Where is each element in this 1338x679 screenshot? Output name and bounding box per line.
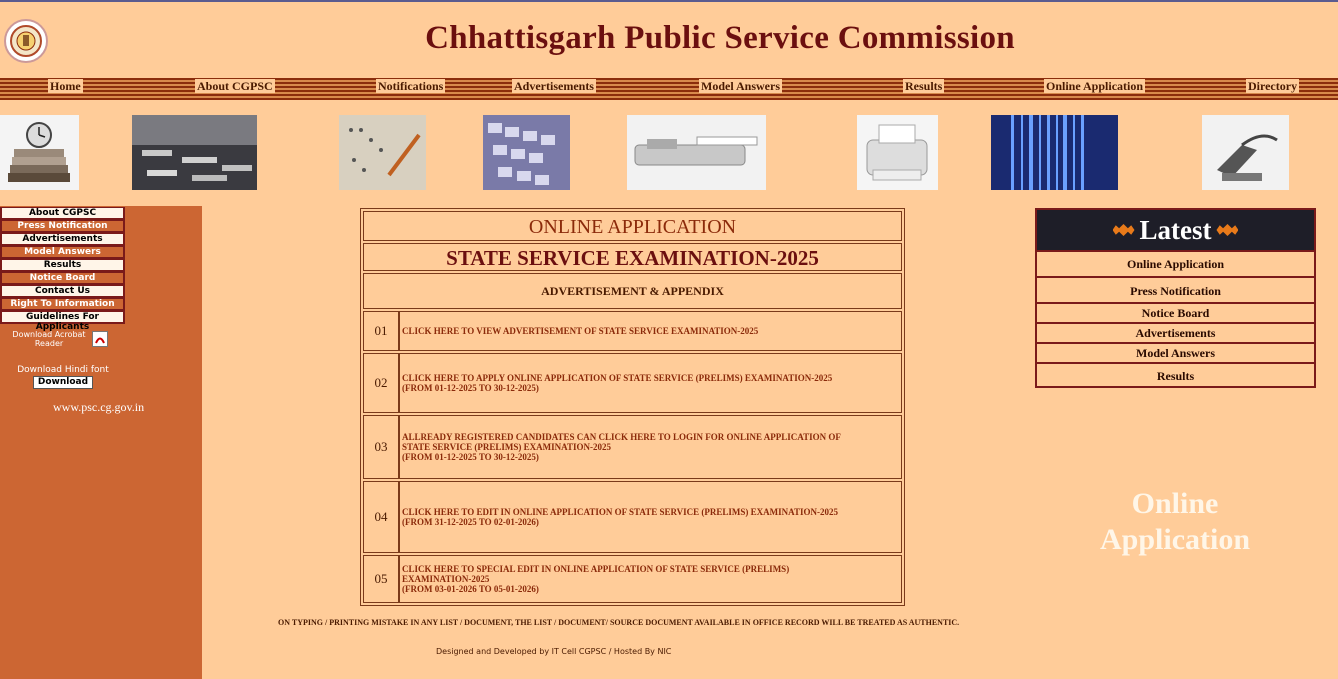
nav-about-cgpsc[interactable]: About CGPSC bbox=[197, 79, 273, 93]
link-date-range: (FROM 03-01-2026 TO 05-01-2026) bbox=[402, 584, 539, 594]
latest-item-model-answers[interactable]: Model Answers bbox=[1037, 342, 1314, 362]
nav-online-application[interactable]: Online Application bbox=[1046, 79, 1144, 93]
site-credits: Designed and Developed by IT Cell CGPSC / Hosted By NIC bbox=[436, 647, 672, 656]
nav-model-answers[interactable]: Model Answers bbox=[701, 79, 780, 93]
download-hindi-font-label: Download Hindi font bbox=[17, 365, 109, 375]
row-number: 01 bbox=[363, 311, 399, 351]
online-application-table bbox=[360, 208, 905, 606]
sidebar-item-advertisements[interactable]: Advertisements bbox=[0, 233, 125, 246]
advertisement-appendix-heading: ADVERTISEMENT & APPENDIX bbox=[363, 273, 902, 309]
sidebar-item-contact-us[interactable]: Contact Us bbox=[0, 285, 125, 298]
exam-title: STATE SERVICE EXAMINATION-2025 bbox=[363, 243, 902, 271]
sidebar-item-right-to-information[interactable]: Right To Information bbox=[0, 298, 125, 311]
registered-login-link[interactable] bbox=[399, 415, 902, 479]
latest-panel bbox=[1035, 208, 1316, 388]
link-text-line: CLICK HERE TO SPECIAL EDIT IN ONLINE APPLICATION OF STATE SERVICE (PRELIMS) bbox=[402, 564, 790, 574]
download-acrobat-link[interactable]: Download Acrobat Reader bbox=[12, 330, 86, 348]
nav-directory[interactable]: Directory bbox=[1248, 79, 1298, 93]
link-date-range: (FROM 31-12-2025 TO 02-01-2026) bbox=[402, 517, 539, 527]
site-header bbox=[0, 2, 1338, 78]
link-text-line: CLICK HERE TO APPLY ONLINE APPLICATION OF STATE SERVICE (PRELIMS) EXAMINATION-2025 bbox=[402, 373, 833, 383]
authenticity-footnote: ON TYPING / PRINTING MISTAKE IN ANY LIST / DOCUMENT, THE LIST / DOCUMENT/ SOURCE DOCUMENT AVAILABLE IN OFFICE RECORD WILL BE TREATED AS AUTHENTIC. bbox=[278, 618, 960, 627]
latest-item-results[interactable]: Results bbox=[1037, 362, 1314, 386]
link-date-range: (FROM 01-12-2025 TO 30-12-2025) bbox=[402, 452, 539, 462]
link-text-line: CLICK HERE TO VIEW ADVERTISEMENT OF STATE SERVICE EXAMINATION-2025 bbox=[402, 326, 759, 336]
link-date-range: (FROM 01-12-2025 TO 30-12-2025) bbox=[402, 383, 539, 393]
row-number: 05 bbox=[363, 555, 399, 603]
special-edit-link[interactable] bbox=[399, 555, 902, 603]
sidebar-item-results[interactable]: Results bbox=[0, 259, 125, 272]
download-button[interactable]: Download bbox=[33, 376, 93, 389]
scanner-image bbox=[627, 115, 766, 190]
promo-line: Online bbox=[1131, 487, 1219, 520]
latest-item-notice-board[interactable]: Notice Board bbox=[1037, 302, 1314, 322]
online-application-promo[interactable] bbox=[1040, 486, 1310, 558]
barcode-light-image bbox=[991, 115, 1118, 190]
clock-books-image bbox=[0, 115, 79, 190]
latest-item-advertisements[interactable]: Advertisements bbox=[1037, 322, 1314, 342]
new-burst-icon bbox=[1113, 224, 1135, 236]
edit-application-link[interactable] bbox=[399, 481, 902, 553]
printer-image bbox=[857, 115, 938, 190]
keyboard-image bbox=[483, 115, 570, 190]
sidebar-menu bbox=[0, 207, 125, 332]
exam-hall-image bbox=[132, 115, 257, 190]
website-url: www.psc.cg.gov.in bbox=[53, 400, 145, 414]
nav-advertisements[interactable]: Advertisements bbox=[514, 79, 594, 93]
sidebar-item-notice-board[interactable]: Notice Board bbox=[0, 272, 125, 285]
acrobat-reader-icon[interactable] bbox=[92, 331, 108, 347]
barcode-scanner-image bbox=[1202, 115, 1289, 190]
row-number: 02 bbox=[363, 353, 399, 413]
new-burst-icon bbox=[1216, 224, 1238, 236]
link-text-line: STATE SERVICE (PRELIMS) EXAMINATION-2025 bbox=[402, 442, 611, 452]
nav-home[interactable]: Home bbox=[50, 79, 81, 93]
sidebar-item-model-answers[interactable]: Model Answers bbox=[0, 246, 125, 259]
table-heading: ONLINE APPLICATION bbox=[363, 211, 902, 241]
latest-item-online-application[interactable]: Online Application bbox=[1037, 250, 1314, 276]
sidebar-item-press-notification[interactable]: Press Notification bbox=[0, 220, 125, 233]
row-number: 04 bbox=[363, 481, 399, 553]
link-text-line: CLICK HERE TO EDIT IN ONLINE APPLICATION OF STATE SERVICE (PRELIMS) EXAMINATION-2025 bbox=[402, 507, 839, 517]
answer-sheet-image bbox=[339, 115, 426, 190]
latest-title: Latest bbox=[1139, 214, 1212, 245]
promo-line: Application bbox=[1099, 523, 1251, 556]
sidebar-item-guidelines[interactable]: Guidelines For Applicants bbox=[0, 311, 125, 324]
latest-header bbox=[1037, 210, 1314, 250]
sidebar-item-about-cgpsc[interactable]: About CGPSC bbox=[0, 207, 125, 220]
link-text-line: EXAMINATION-2025 bbox=[402, 574, 490, 584]
link-text-line: ALLREADY REGISTERED CANDIDATES CAN CLICK HERE TO LOGIN FOR ONLINE APPLICATION OF bbox=[402, 432, 841, 442]
row-number: 03 bbox=[363, 415, 399, 479]
page-title: Chhattisgarh Public Service Commission bbox=[425, 20, 1015, 56]
latest-item-press-notification[interactable]: Press Notification bbox=[1037, 276, 1314, 302]
nav-notifications[interactable]: Notifications bbox=[378, 79, 444, 93]
nav-results[interactable]: Results bbox=[905, 79, 943, 93]
view-advertisement-link[interactable] bbox=[399, 311, 902, 351]
main-nav bbox=[0, 78, 1338, 100]
apply-online-link[interactable] bbox=[399, 353, 902, 413]
